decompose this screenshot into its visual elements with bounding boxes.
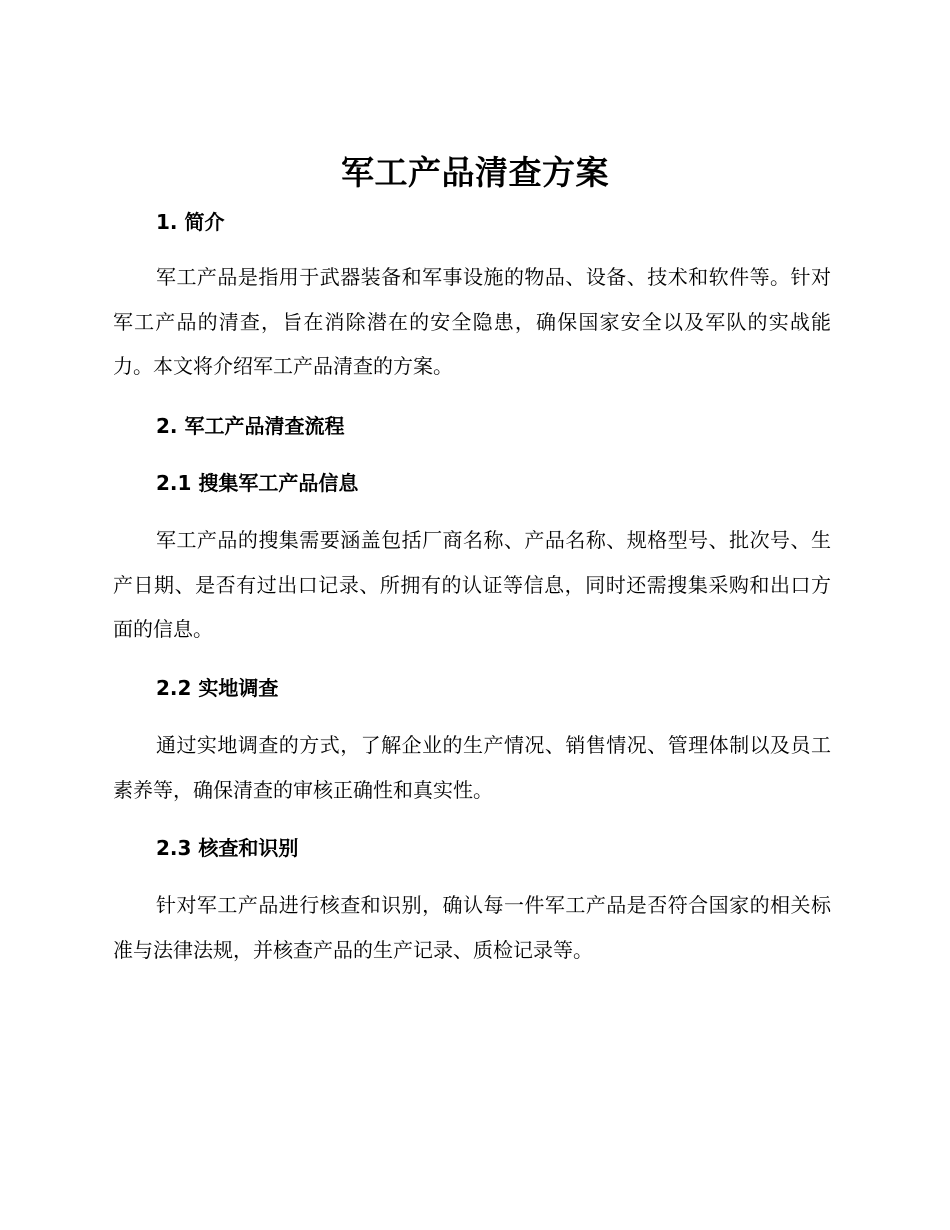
document-title: 军工产品清查方案 bbox=[341, 153, 609, 192]
section-paragraph-intro: 军工产品是指用于武器装备和军事设施的物品、设备、技术和软件等。针对军工产品的清查，旨在消除潜在的安全隐患，确保国家安全以及军队的实战能力。本文将介绍军工产品清查的方案。 bbox=[113, 265, 831, 378]
section-paragraph-verify-identify: 针对军工产品进行核查和识别，确认每一件军工产品是否符合国家的相关标准与法律法规，并核查产品的生产记录、质检记录等。 bbox=[113, 893, 831, 962]
section-heading-collect-info: 2.1 搜集军工产品信息 bbox=[156, 471, 359, 495]
section-heading-field-survey: 2.2 实地调查 bbox=[156, 676, 279, 700]
section-heading-intro: 1. 简介 bbox=[156, 210, 225, 234]
section-paragraph-collect-info: 军工产品的搜集需要涵盖包括厂商名称、产品名称、规格型号、批次号、生产日期、是否有过出口记录、所拥有的认证等信息，同时还需搜集采购和出口方面的信息。 bbox=[113, 528, 831, 641]
section-heading-verify-identify: 2.3 核查和识别 bbox=[156, 836, 299, 860]
section-paragraph-field-survey: 通过实地调查的方式，了解企业的生产情况、销售情况、管理体制以及员工素养等，确保清查的审核正确性和真实性。 bbox=[113, 733, 831, 802]
section-heading-process: 2. 军工产品清查流程 bbox=[156, 414, 345, 438]
